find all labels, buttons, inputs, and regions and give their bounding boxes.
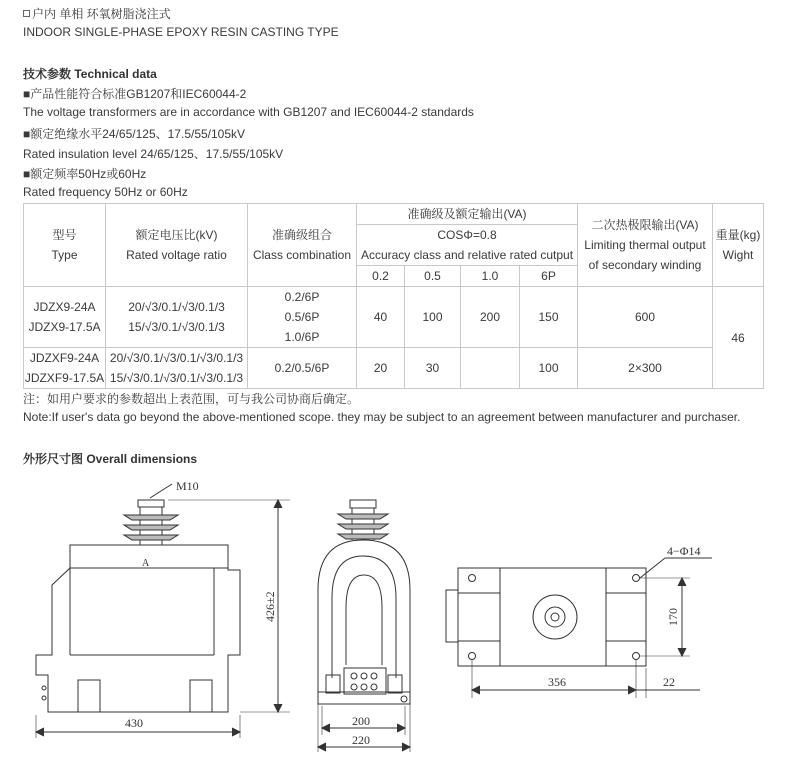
row1-ratio: 20/√3/0.1/√3/0.1/3 15/√3/0.1/√3/0.1/3 — [106, 287, 248, 348]
class-6p-header: 6P — [520, 266, 578, 287]
label-width-430: 430 — [125, 716, 143, 730]
label-dim-22: 22 — [663, 675, 675, 689]
label-width-200: 200 — [352, 714, 370, 728]
accuracy-header-cn: 准确级及额定输出(VA) — [357, 204, 578, 225]
label-holes: 4−Φ14 — [667, 544, 701, 558]
front-view — [36, 479, 290, 738]
row2-class-6p: 100 — [520, 348, 578, 389]
row1-class-6p: 150 — [520, 287, 578, 348]
class-0.2-header: 0.2 — [357, 266, 405, 287]
top-view — [446, 544, 712, 698]
label-dim-356: 356 — [548, 675, 566, 689]
table-row — [24, 348, 764, 389]
series-title-cn: 户内 单相 环氧树脂浇注式 — [23, 5, 171, 22]
label-dim-170: 170 — [666, 608, 680, 626]
bullet-square-icon — [23, 10, 30, 17]
dimensions-heading: 外形尺寸图 Overall dimensions — [23, 452, 198, 466]
row1-combination: 0.2/6P 0.5/6P 1.0/6P — [248, 287, 357, 348]
row2-class-0.5: 30 — [405, 348, 461, 389]
accuracy-header-en: Accuracy class and relative rated cutput — [357, 245, 578, 266]
row2-class-1.0 — [461, 348, 520, 389]
tech-line-standard-cn: ■产品性能符合标准GB1207和IEC60044-2 — [23, 87, 247, 101]
row2-limiting: 2×300 — [578, 348, 713, 389]
tech-line-frequency-cn: ■额定频率50Hz或60Hz — [23, 167, 147, 181]
col-ratio-header: 额定电压比(kV) Rated voltage ratio — [106, 204, 248, 287]
class-0.5-header: 0.5 — [405, 266, 461, 287]
label-a: A — [142, 558, 150, 569]
col-type-header: 型号 Type — [24, 204, 106, 287]
row1-class-1.0: 200 — [461, 287, 520, 348]
spec-table — [23, 203, 764, 389]
col-weight-header: 重量(kg) Wight — [713, 204, 764, 287]
row1-limiting: 600 — [578, 287, 713, 348]
series-title-en: INDOOR SINGLE-PHASE EPOXY RESIN CASTING TYPE — [23, 25, 339, 39]
tech-line-frequency-en: Rated frequency 50Hz or 60Hz — [23, 185, 188, 199]
label-width-220: 220 — [352, 733, 370, 747]
weight-value: 46 — [713, 287, 764, 389]
tech-heading: 技术参数 Technical data — [23, 67, 157, 81]
tech-line-insulation-cn: ■额定绝缘水平24/65/125、17.5/55/105kV — [23, 127, 246, 141]
tech-line-standard-en: The voltage transformers are in accordance with GB1207 and IEC60044-2 standards — [23, 105, 474, 119]
col-combination-header: 准确级组合 Class combination — [248, 204, 357, 287]
overall-dimensions-drawing — [0, 470, 787, 770]
tech-line-insulation-en: Rated insulation level 24/65/125、17.5/55/105kV — [23, 147, 284, 161]
row1-class-0.5: 100 — [405, 287, 461, 348]
note-cn: 注：如用户要求的参数超出上表范围，可与我公司协商后确定。 — [23, 392, 360, 406]
row1-class-0.2: 40 — [357, 287, 405, 348]
side-view — [318, 500, 410, 752]
row2-type: JDZXF9-24A JDZXF9-17.5A — [24, 348, 106, 389]
table-row — [24, 287, 764, 348]
row2-class-0.2: 20 — [357, 348, 405, 389]
label-m10: M10 — [176, 479, 199, 493]
label-height-426: 426±2 — [263, 591, 277, 622]
col-limiting-header: 二次热极限输出(VA) Limiting thermal output of secondary winding — [578, 204, 713, 287]
row2-combination: 0.2/0.5/6P — [248, 348, 357, 389]
accuracy-header-cos: COSΦ=0.8 — [357, 225, 578, 246]
row2-ratio: 20/√3/0.1/√3/0.1/√3/0.1/3 15/√3/0.1/√3/0.1/√3/0.1/3 — [106, 348, 248, 389]
row1-type: JDZX9-24A JDZX9-17.5A — [24, 287, 106, 348]
class-1.0-header: 1.0 — [461, 266, 520, 287]
note-en: Note:If user's data go beyond the above-mentioned scope. they may be subject to an agreement between manufacturer and purchaser. — [23, 410, 741, 424]
